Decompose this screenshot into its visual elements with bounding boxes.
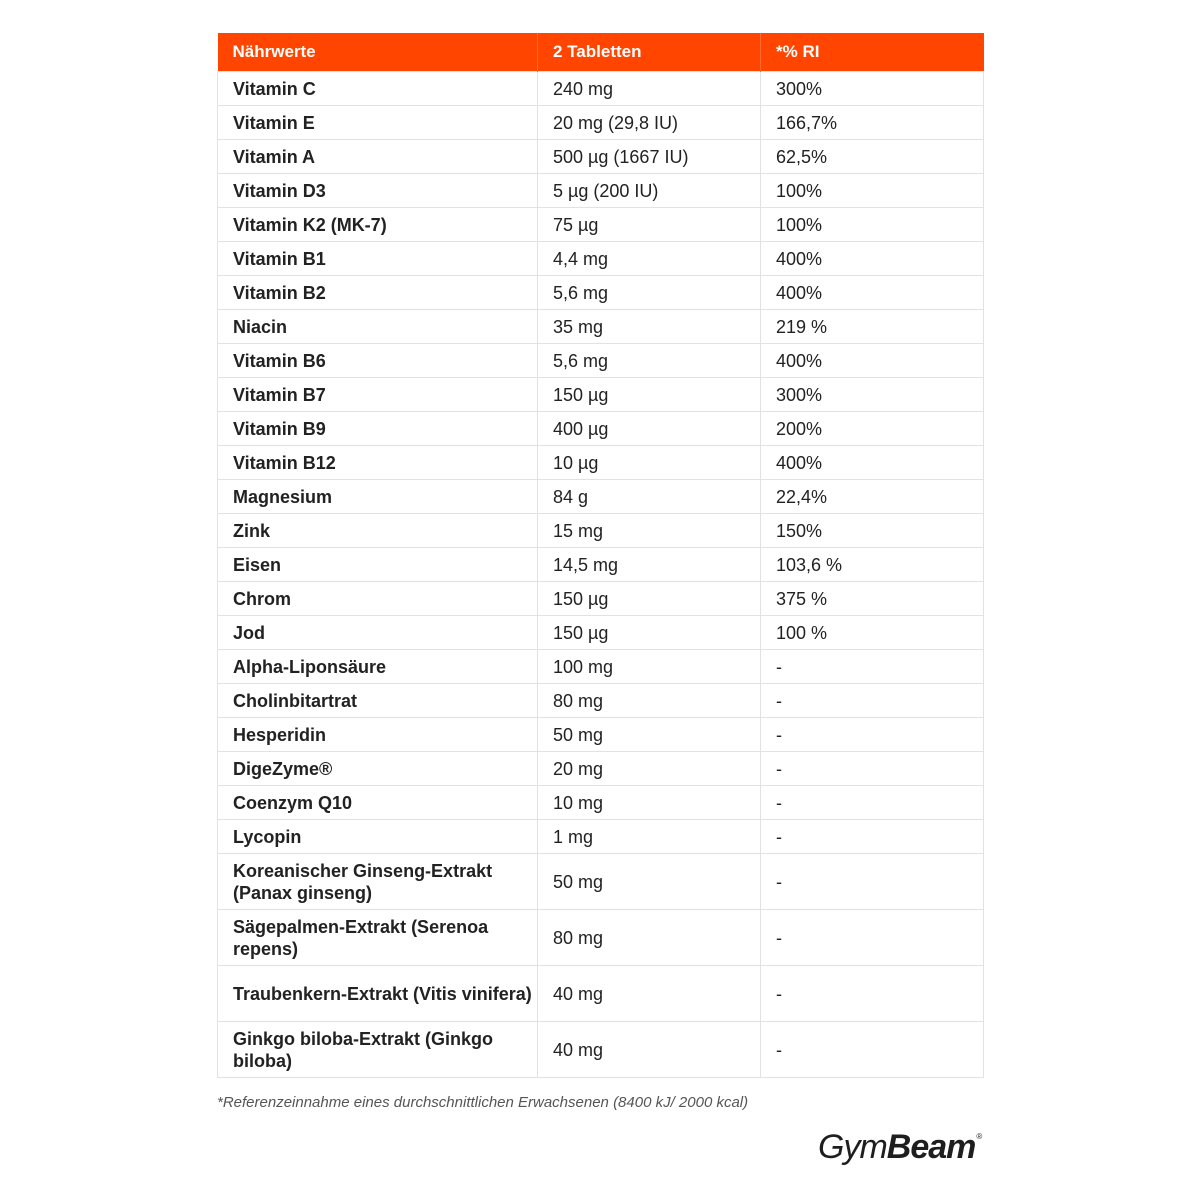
amount-cell: 5,6 mg <box>538 344 761 378</box>
table-row <box>218 514 984 548</box>
amount-cell: 400 µg <box>538 412 761 446</box>
amount-cell: 150 µg <box>538 378 761 412</box>
ri-cell: 300% <box>761 72 984 106</box>
ri-cell: 100% <box>761 174 984 208</box>
nutrient-name-cell: Vitamin B7 <box>218 378 538 412</box>
table-row <box>218 786 984 820</box>
table-row <box>218 966 984 1022</box>
table-row <box>218 174 984 208</box>
amount-cell: 50 mg <box>538 718 761 752</box>
ri-cell: - <box>761 684 984 718</box>
nutrient-name-cell: Vitamin B6 <box>218 344 538 378</box>
table-row <box>218 582 984 616</box>
ri-cell: - <box>761 910 984 966</box>
ri-cell: - <box>761 966 984 1022</box>
amount-cell: 150 µg <box>538 616 761 650</box>
amount-cell: 15 mg <box>538 514 761 548</box>
ri-cell: - <box>761 650 984 684</box>
amount-cell: 40 mg <box>538 966 761 1022</box>
table-row <box>218 718 984 752</box>
table-row <box>218 378 984 412</box>
table-header-row <box>218 33 984 72</box>
nutrient-name-cell: Niacin <box>218 310 538 344</box>
amount-cell: 80 mg <box>538 684 761 718</box>
amount-cell: 10 µg <box>538 446 761 480</box>
amount-cell: 20 mg (29,8 IU) <box>538 106 761 140</box>
amount-cell: 1 mg <box>538 820 761 854</box>
nutrient-name-cell: Vitamin B9 <box>218 412 538 446</box>
ri-cell: 200% <box>761 412 984 446</box>
ri-cell: 100 % <box>761 616 984 650</box>
amount-cell: 100 mg <box>538 650 761 684</box>
nutrient-name-cell: Jod <box>218 616 538 650</box>
nutrient-name-cell: Alpha-Liponsäure <box>218 650 538 684</box>
nutrient-name-cell: DigeZyme® <box>218 752 538 786</box>
nutrient-name-cell: Chrom <box>218 582 538 616</box>
nutrient-name-cell: Cholinbitartrat <box>218 684 538 718</box>
table-row <box>218 106 984 140</box>
logo-registered-mark: ® <box>976 1132 982 1141</box>
nutrient-name-cell: Traubenkern-Extrakt (Vitis vinifera) <box>218 966 538 1022</box>
table-row <box>218 684 984 718</box>
ri-cell: 150% <box>761 514 984 548</box>
nutrient-name-cell: Lycopin <box>218 820 538 854</box>
ri-cell: - <box>761 854 984 910</box>
ri-cell: 103,6 % <box>761 548 984 582</box>
nutrient-name-cell: Vitamin K2 (MK-7) <box>218 208 538 242</box>
amount-cell: 75 µg <box>538 208 761 242</box>
ri-cell: 166,7% <box>761 106 984 140</box>
table-row <box>218 820 984 854</box>
ri-cell: 62,5% <box>761 140 984 174</box>
nutrient-name-cell: Coenzym Q10 <box>218 786 538 820</box>
nutrient-name-cell: Vitamin C <box>218 72 538 106</box>
amount-cell: 5,6 mg <box>538 276 761 310</box>
ri-cell: 100% <box>761 208 984 242</box>
amount-cell: 4,4 mg <box>538 242 761 276</box>
amount-cell: 150 µg <box>538 582 761 616</box>
ri-cell: 300% <box>761 378 984 412</box>
ri-cell: 400% <box>761 344 984 378</box>
table-row <box>218 1022 984 1078</box>
amount-cell: 40 mg <box>538 1022 761 1078</box>
table-row <box>218 344 984 378</box>
ri-cell: 400% <box>761 446 984 480</box>
amount-cell: 80 mg <box>538 910 761 966</box>
ri-cell: 375 % <box>761 582 984 616</box>
nutrient-name-cell: Ginkgo biloba-Extrakt (Ginkgo biloba) <box>218 1022 538 1078</box>
nutrient-name-cell: Vitamin B1 <box>218 242 538 276</box>
table-row <box>218 72 984 106</box>
amount-cell: 35 mg <box>538 310 761 344</box>
nutrient-name-cell: Vitamin E <box>218 106 538 140</box>
amount-cell: 5 µg (200 IU) <box>538 174 761 208</box>
table-row <box>218 910 984 966</box>
nutrient-name-cell: Hesperidin <box>218 718 538 752</box>
table-row <box>218 650 984 684</box>
table-row <box>218 616 984 650</box>
nutrient-name-cell: Sägepalmen-Extrakt (Serenoa repens) <box>218 910 538 966</box>
header-ri: *% RI <box>761 33 984 72</box>
nutrition-table <box>217 33 984 1078</box>
ri-cell: - <box>761 1022 984 1078</box>
table-row <box>218 854 984 910</box>
table-row <box>218 276 984 310</box>
table-row <box>218 412 984 446</box>
nutrition-table-container <box>217 33 983 1078</box>
gymbeam-logo <box>818 1128 981 1167</box>
ri-cell: - <box>761 820 984 854</box>
nutrient-name-cell: Zink <box>218 514 538 548</box>
table-row <box>218 208 984 242</box>
amount-cell: 240 mg <box>538 72 761 106</box>
table-row <box>218 752 984 786</box>
nutrient-name-cell: Vitamin B2 <box>218 276 538 310</box>
table-row <box>218 480 984 514</box>
table-row <box>218 310 984 344</box>
footnote: *Referenzeinnahme eines durchschnittlichen Erwachsenen (8400 kJ/ 2000 kcal) <box>217 1094 749 1111</box>
amount-cell: 50 mg <box>538 854 761 910</box>
nutrient-name-cell: Magnesium <box>218 480 538 514</box>
nutrient-name-cell: Vitamin B12 <box>218 446 538 480</box>
table-row <box>218 140 984 174</box>
table-row <box>218 242 984 276</box>
nutrient-name-cell: Vitamin D3 <box>218 174 538 208</box>
amount-cell: 20 mg <box>538 752 761 786</box>
table-row <box>218 548 984 582</box>
ri-cell: 400% <box>761 242 984 276</box>
ri-cell: 22,4% <box>761 480 984 514</box>
amount-cell: 14,5 mg <box>538 548 761 582</box>
header-amount: 2 Tabletten <box>538 33 761 72</box>
amount-cell: 10 mg <box>538 786 761 820</box>
logo-part-beam: Beam <box>886 1128 976 1166</box>
ri-cell: 400% <box>761 276 984 310</box>
ri-cell: - <box>761 718 984 752</box>
nutrient-name-cell: Vitamin A <box>218 140 538 174</box>
amount-cell: 500 µg (1667 IU) <box>538 140 761 174</box>
logo-part-gym: Gym <box>818 1128 887 1166</box>
nutrient-name-cell: Koreanischer Ginseng-Extrakt (Panax ginseng) <box>218 854 538 910</box>
nutrient-name-cell: Eisen <box>218 548 538 582</box>
ri-cell: 219 % <box>761 310 984 344</box>
ri-cell: - <box>761 786 984 820</box>
table-row <box>218 446 984 480</box>
header-naehrwerte: Nährwerte <box>218 33 538 72</box>
ri-cell: - <box>761 752 984 786</box>
amount-cell: 84 g <box>538 480 761 514</box>
